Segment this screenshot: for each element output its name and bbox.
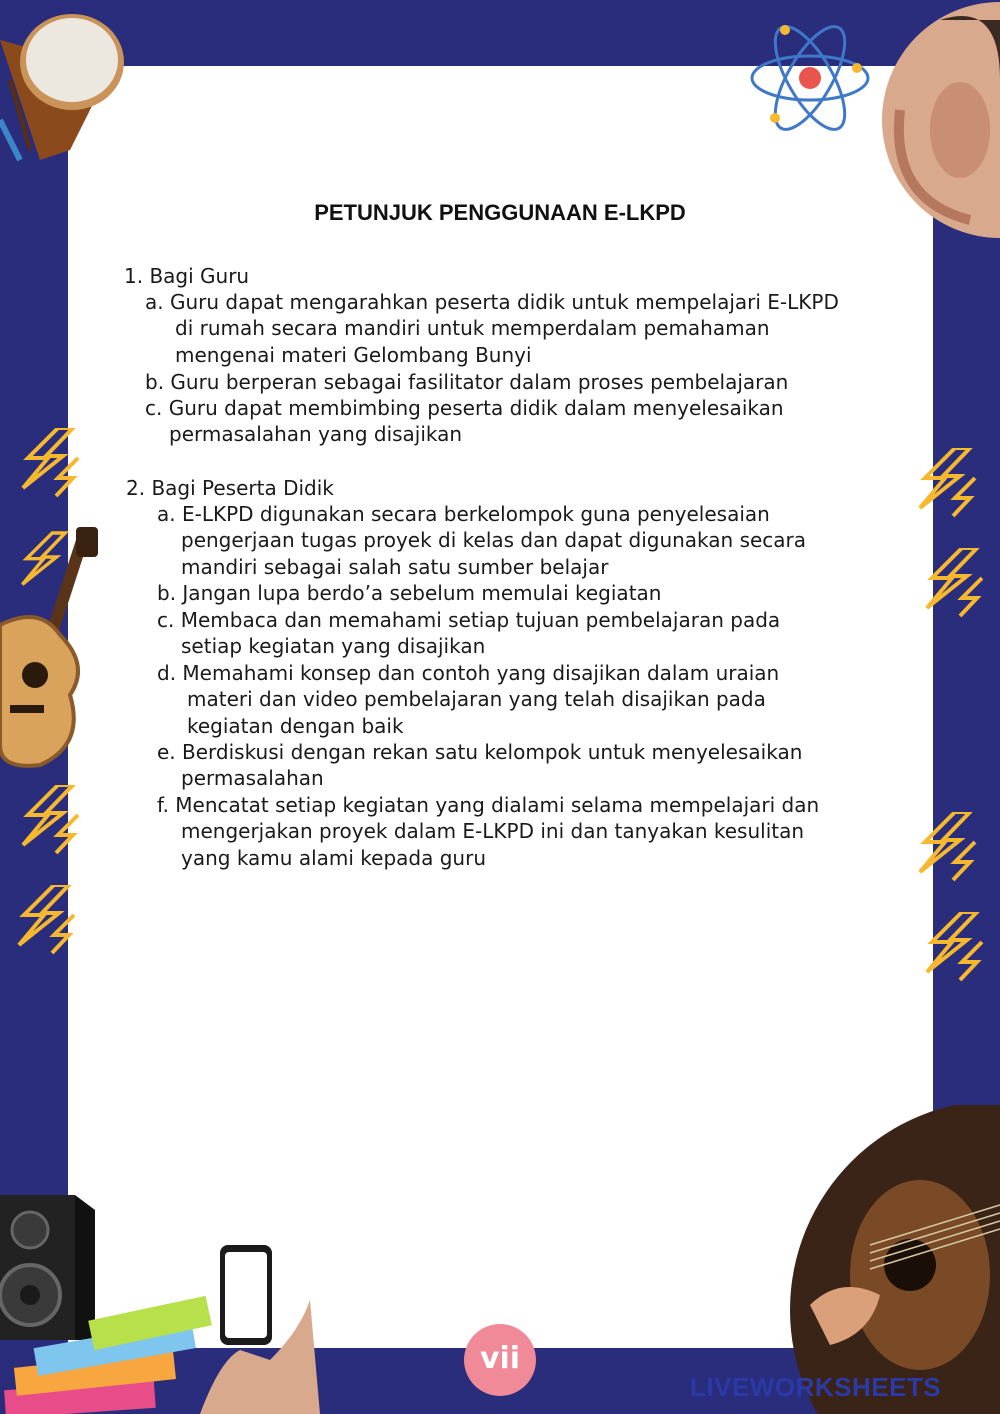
list-item: c. Membaca dan memahami setiap tujuan pembelajaran pada — [157, 608, 781, 632]
lightning-bolt-icon — [18, 528, 78, 598]
list-item: b. Jangan lupa berdo’a sebelum memulai kegiatan — [157, 581, 662, 605]
page-title: PETUNJUK PENGGUNAAN E-LKPD — [314, 200, 686, 225]
lightning-bolt-icon — [922, 548, 992, 618]
list-item: kegiatan dengan baik — [187, 714, 404, 738]
lightning-bolt-icon — [18, 428, 88, 498]
atom-icon — [745, 18, 875, 138]
list-item: e. Berdiskusi dengan rekan satu kelompok untuk menyelesaikan — [157, 740, 803, 764]
lightning-bolt-icon — [915, 448, 985, 518]
drum-illustration — [0, 0, 130, 170]
list-item: b. Guru berperan sebagai fasilitator dalam proses pembelajaran — [145, 370, 789, 394]
lightning-bolt-icon — [14, 885, 84, 955]
list-item: yang kamu alami kepada guru — [181, 846, 486, 870]
list-item: materi dan video pembelajaran yang telah disajikan pada — [187, 687, 766, 711]
section-heading: 2. Bagi Peserta Didik — [126, 476, 334, 500]
watermark-logo: LIVEWORKSHEETS — [690, 1372, 942, 1402]
lightning-bolt-icon — [18, 785, 88, 855]
section-heading: 1. Bagi Guru — [124, 264, 250, 288]
lightning-bolt-icon — [922, 912, 992, 982]
list-item: f. Mencatat setiap kegiatan yang dialami selama mempelajari dan — [157, 793, 820, 817]
list-item: a. E-LKPD digunakan secara berkelompok guna penyelesaian — [157, 502, 770, 526]
page-number-badge: vii — [464, 1324, 536, 1396]
list-item: mengerjakan proyek dalam E-LKPD ini dan tanyakan kesulitan — [181, 819, 805, 843]
list-item: d. Memahami konsep dan contoh yang disajikan dalam uraian — [157, 661, 780, 685]
list-item: c. Guru dapat membimbing peserta didik dalam menyelesaikan — [145, 396, 784, 420]
list-item: di rumah secara mandiri untuk memperdalam pemahaman — [175, 316, 770, 340]
list-item: permasalahan — [181, 766, 324, 790]
guitar-player-photo — [790, 1105, 1000, 1414]
list-item: permasalahan yang disajikan — [169, 422, 463, 446]
lightning-bolt-icon — [915, 812, 985, 882]
list-item: setiap kegiatan yang disajikan — [181, 634, 486, 658]
phone-hand-illustration — [180, 1240, 320, 1414]
list-item: a. Guru dapat mengarahkan peserta didik untuk mempelajari E-LKPD — [145, 290, 839, 314]
list-item: mengenai materi Gelombang Bunyi — [175, 343, 532, 367]
list-item: pengerjaan tugas proyek di kelas dan dapat digunakan secara — [181, 528, 807, 552]
list-item: mandiri sebagai salah satu sumber belajar — [181, 555, 609, 579]
